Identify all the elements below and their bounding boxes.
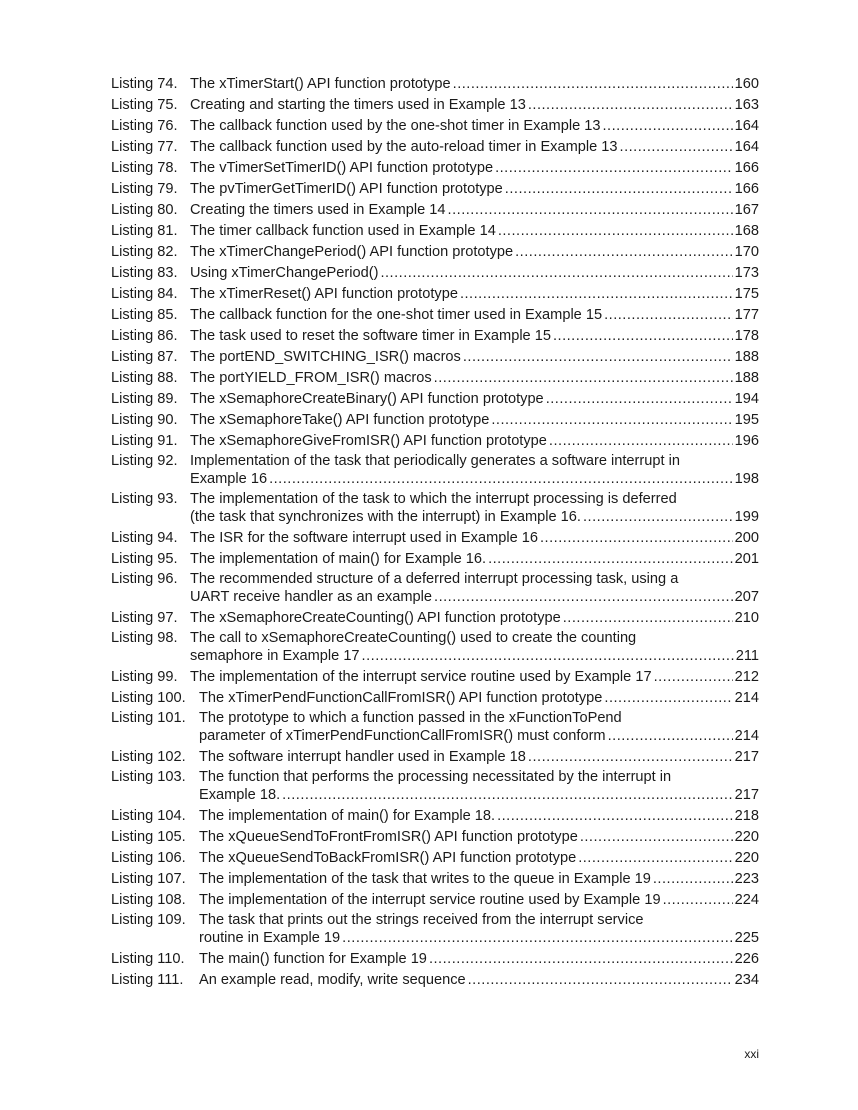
listing-page-number[interactable]: 170 xyxy=(734,244,759,260)
listing-entry[interactable] xyxy=(111,710,759,745)
listing-entry[interactable] xyxy=(111,180,759,198)
listing-label: Listing 89. xyxy=(111,391,178,407)
dot-leader xyxy=(620,138,733,156)
dot-leader xyxy=(515,243,733,261)
listing-label: Listing 91. xyxy=(111,433,178,449)
listing-title-line: The implementation of the task that writes to the queue in Example 19 xyxy=(199,871,651,887)
listing-title-line: The xTimerChangePeriod() API function prototype xyxy=(190,244,514,260)
listing-page-number[interactable]: 175 xyxy=(734,286,759,302)
listing-entry[interactable] xyxy=(111,630,759,665)
listing-title-line: The call to xSemaphoreCreateCounting() used to create the counting xyxy=(190,630,637,646)
dot-leader xyxy=(608,728,733,746)
listing-title-line: The implementation of main() for Example 18. xyxy=(199,808,496,824)
dot-leader xyxy=(654,668,733,686)
listing-title-line: The implementation of the task to which the interrupt processing is deferred xyxy=(190,491,677,507)
dot-leader xyxy=(602,117,732,135)
listing-title-line: The main() function for Example 19 xyxy=(199,951,427,967)
listing-page-number[interactable]: 196 xyxy=(734,433,759,449)
listing-title-line: The xSemaphoreCreateCounting() API function prototype xyxy=(190,610,561,626)
listing-title-line: The recommended structure of a deferred interrupt processing task, using a xyxy=(190,571,679,587)
listing-label: Listing 99. xyxy=(111,669,178,685)
listing-label: Listing 110. xyxy=(111,951,185,967)
listing-label: Listing 85. xyxy=(111,307,178,323)
listing-page-number[interactable]: 188 xyxy=(734,349,759,365)
listing-page-number[interactable]: 220 xyxy=(734,829,759,845)
listing-label: Listing 96. xyxy=(111,571,178,587)
listing-entry[interactable] xyxy=(111,75,759,93)
listing-label: Listing 111. xyxy=(111,972,184,988)
listing-title-line: The implementation of the interrupt service routine used by Example 17 xyxy=(190,669,652,685)
listing-label: Listing 81. xyxy=(111,223,178,239)
listing-label: Listing 104. xyxy=(111,808,186,824)
listing-entry[interactable] xyxy=(111,432,759,450)
listing-page-number[interactable]: 199 xyxy=(734,508,759,525)
listing-page-number[interactable]: 214 xyxy=(734,690,759,706)
listing-page-number[interactable]: 198 xyxy=(734,470,759,487)
listing-title-line: The task that prints out the strings received from the interrupt service xyxy=(199,912,644,928)
listing-entry[interactable] xyxy=(111,849,759,867)
listing-page-number[interactable]: 164 xyxy=(734,139,759,155)
listing-entry[interactable] xyxy=(111,306,759,324)
listing-page-number[interactable]: 178 xyxy=(734,328,759,344)
listing-page-number[interactable]: 225 xyxy=(734,929,759,946)
listing-label: Listing 77. xyxy=(111,139,178,155)
listing-title-line: The callback function used by the one-shot timer in Example 13 xyxy=(190,118,601,134)
listing-page-number[interactable]: 217 xyxy=(734,749,759,765)
listing-page-number[interactable]: 207 xyxy=(734,588,759,605)
listing-title-line: The xQueueSendToFrontFromISR() API function prototype xyxy=(199,829,578,845)
listing-entry[interactable] xyxy=(111,491,759,526)
listing-title-line: Example 16 xyxy=(190,470,268,487)
listing-page-number[interactable]: 210 xyxy=(734,610,759,626)
listing-entry[interactable] xyxy=(111,285,759,303)
listing-title-line: The callback function used by the auto-reload timer in Example 13 xyxy=(190,139,618,155)
listing-label: Listing 100. xyxy=(111,690,186,706)
listing-label: Listing 79. xyxy=(111,181,178,197)
listing-label: Listing 76. xyxy=(111,118,178,134)
listing-label: Listing 107. xyxy=(111,871,186,887)
listing-title-line: The timer callback function used in Example 14 xyxy=(190,223,496,239)
listing-entry[interactable] xyxy=(111,609,759,627)
listing-label: Listing 101. xyxy=(111,710,186,726)
listing-title-line: The xSemaphoreCreateBinary() API function prototype xyxy=(190,391,544,407)
listing-title-line: The portYIELD_FROM_ISR() macros xyxy=(190,370,432,386)
dot-leader xyxy=(269,471,733,489)
listing-title-line: The xQueueSendToBackFromISR() API function prototype xyxy=(199,850,577,866)
listing-label: Listing 102. xyxy=(111,749,186,765)
listing-entry[interactable] xyxy=(111,912,759,947)
listing-entry[interactable] xyxy=(111,348,759,366)
listing-page-number[interactable]: 166 xyxy=(734,181,759,197)
listing-entry[interactable] xyxy=(111,390,759,408)
listing-page-number[interactable]: 163 xyxy=(734,97,759,113)
dot-leader xyxy=(448,201,733,219)
listing-label: Listing 75. xyxy=(111,97,178,113)
listing-page-number[interactable]: 200 xyxy=(734,530,759,546)
listing-page-number[interactable]: 164 xyxy=(734,118,759,134)
listing-label: Listing 92. xyxy=(111,453,178,469)
listing-label: Listing 93. xyxy=(111,491,178,507)
listing-entry[interactable] xyxy=(111,891,759,909)
dot-leader xyxy=(463,348,733,366)
dot-leader xyxy=(434,589,733,607)
dot-leader xyxy=(453,75,733,93)
listing-page-number[interactable]: 173 xyxy=(734,265,759,281)
listing-page-number[interactable]: 214 xyxy=(734,727,759,744)
listing-title-line: Example 18. xyxy=(199,786,281,803)
listing-title-line: The prototype to which a function passed in the xFunctionToPend xyxy=(199,710,622,726)
listing-entry[interactable] xyxy=(111,453,759,488)
listing-page-number[interactable]: 211 xyxy=(735,647,759,664)
listing-label: Listing 78. xyxy=(111,160,178,176)
listing-title-line: UART receive handler as an example xyxy=(190,588,433,605)
listing-entry[interactable] xyxy=(111,807,759,825)
listing-title-line: routine in Example 19 xyxy=(199,929,341,946)
listing-label: Listing 88. xyxy=(111,370,178,386)
listing-page-number[interactable]: 177 xyxy=(734,307,759,323)
listing-title-line: The software interrupt handler used in Example 18 xyxy=(199,749,526,765)
listing-entry[interactable] xyxy=(111,689,759,707)
listing-title-line: The portEND_SWITCHING_ISR() macros xyxy=(190,349,461,365)
listing-page-number[interactable]: 194 xyxy=(734,391,759,407)
listing-label: Listing 109. xyxy=(111,912,186,928)
listing-page-number[interactable]: 220 xyxy=(734,850,759,866)
listing-title-line: The xTimerPendFunctionCallFromISR() API function prototype xyxy=(199,690,603,706)
listing-entry[interactable] xyxy=(111,411,759,429)
listing-label: Listing 98. xyxy=(111,630,178,646)
dot-leader xyxy=(663,891,733,909)
listing-title-line: The vTimerSetTimerID() API function prototype xyxy=(190,160,494,176)
dot-leader xyxy=(578,849,732,867)
listing-entry[interactable] xyxy=(111,748,759,766)
listing-entry[interactable] xyxy=(111,96,759,114)
listing-entry[interactable] xyxy=(111,117,759,135)
listing-label: Listing 103. xyxy=(111,769,186,785)
listing-title-line: The xSemaphoreTake() API function prototype xyxy=(190,412,490,428)
listing-entry[interactable] xyxy=(111,327,759,345)
listing-page-number[interactable]: 234 xyxy=(734,972,759,988)
dot-leader xyxy=(282,787,733,805)
listing-title-line: The xTimerStart() API function prototype xyxy=(190,76,451,92)
listing-label: Listing 86. xyxy=(111,328,178,344)
listing-title-line: The callback function for the one-shot timer used in Example 15 xyxy=(190,307,603,323)
dot-leader xyxy=(380,264,732,282)
listing-entry[interactable] xyxy=(111,870,759,888)
listing-title-line: The function that performs the processing necessitated by the interrupt in xyxy=(199,769,672,785)
listing-entry[interactable] xyxy=(111,243,759,261)
dot-leader xyxy=(460,285,733,303)
dot-leader xyxy=(342,930,732,948)
listing-label: Listing 94. xyxy=(111,530,178,546)
dot-leader xyxy=(495,159,733,177)
dot-leader xyxy=(429,950,733,968)
listing-page-number[interactable]: 188 xyxy=(734,370,759,386)
listing-entry[interactable] xyxy=(111,668,759,686)
listing-label: Listing 108. xyxy=(111,892,186,908)
page-number: xxi xyxy=(744,1047,759,1061)
listing-title-line: The task used to reset the software timer in Example 15 xyxy=(190,328,551,344)
listing-page-number[interactable]: 223 xyxy=(734,871,759,887)
dot-leader xyxy=(563,609,733,627)
listing-page-number[interactable]: 224 xyxy=(734,892,759,908)
listing-title-line: Using xTimerChangePeriod() xyxy=(190,265,379,281)
dot-leader xyxy=(528,748,733,766)
listing-page-number[interactable]: 168 xyxy=(734,223,759,239)
dot-leader xyxy=(488,550,733,568)
listing-title-line: semaphore in Example 17 xyxy=(190,647,360,664)
listing-entry[interactable] xyxy=(111,264,759,282)
listing-label: Listing 106. xyxy=(111,850,186,866)
listing-page-number[interactable]: 166 xyxy=(734,160,759,176)
listing-entry[interactable] xyxy=(111,769,759,804)
listing-entry[interactable] xyxy=(111,138,759,156)
dot-leader xyxy=(362,648,734,666)
listing-entry[interactable] xyxy=(111,159,759,177)
dot-leader xyxy=(604,689,732,707)
listing-label: Listing 84. xyxy=(111,286,178,302)
listing-entry[interactable] xyxy=(111,550,759,568)
listing-page-number[interactable]: 201 xyxy=(734,551,759,567)
dot-leader xyxy=(498,222,733,240)
listing-title-line: The xTimerReset() API function prototype xyxy=(190,286,458,302)
listing-label: Listing 90. xyxy=(111,412,178,428)
listing-label: Listing 95. xyxy=(111,551,178,567)
listing-title-line: The implementation of main() for Example 16. xyxy=(190,551,487,567)
listing-title-line: The ISR for the software interrupt used in Example 16 xyxy=(190,530,538,546)
listing-label: Listing 97. xyxy=(111,610,178,626)
listing-label: Listing 83. xyxy=(111,265,178,281)
dot-leader xyxy=(505,180,733,198)
dot-leader xyxy=(528,96,733,114)
dot-leader xyxy=(583,509,733,527)
dot-leader xyxy=(540,529,733,547)
listing-page-number[interactable]: 226 xyxy=(734,951,759,967)
dot-leader xyxy=(580,828,733,846)
listing-title-line: The pvTimerGetTimerID() API function prototype xyxy=(190,181,503,197)
listing-entry[interactable] xyxy=(111,571,759,606)
listing-page-number[interactable]: 167 xyxy=(734,202,759,218)
listing-label: Listing 105. xyxy=(111,829,186,845)
dot-leader xyxy=(491,411,732,429)
listing-label: Listing 82. xyxy=(111,244,178,260)
listing-page-number[interactable]: 217 xyxy=(734,786,759,803)
listing-label: Listing 80. xyxy=(111,202,178,218)
listing-entry[interactable] xyxy=(111,222,759,240)
listing-page-number[interactable]: 195 xyxy=(734,412,759,428)
listing-title-line: parameter of xTimerPendFunctionCallFromISR() must conform xyxy=(199,727,606,744)
listing-entry[interactable] xyxy=(111,529,759,547)
listing-page-number[interactable]: 218 xyxy=(734,808,759,824)
dot-leader xyxy=(497,807,733,825)
listing-title-line: An example read, modify, write sequence xyxy=(199,972,466,988)
listing-title-line: The xSemaphoreGiveFromISR() API function prototype xyxy=(190,433,547,449)
listing-label: Listing 87. xyxy=(111,349,178,365)
listing-entry[interactable] xyxy=(111,971,759,989)
listing-title-line: The implementation of the interrupt service routine used by Example 19 xyxy=(199,892,661,908)
listing-title-line: (the task that synchronizes with the interrupt) in Example 16. xyxy=(190,508,581,525)
dot-leader xyxy=(546,390,733,408)
dot-leader xyxy=(549,432,733,450)
listing-page-number[interactable]: 160 xyxy=(734,76,759,92)
listing-page-number[interactable]: 212 xyxy=(734,669,759,685)
dot-leader xyxy=(553,327,733,345)
listing-title-line: Creating the timers used in Example 14 xyxy=(190,202,446,218)
listing-label: Listing 74. xyxy=(111,76,178,92)
listing-title-line: Creating and starting the timers used in Example 13 xyxy=(190,97,526,113)
dot-leader xyxy=(604,306,733,324)
listing-entry[interactable] xyxy=(111,950,759,968)
listing-title-line: Implementation of the task that periodically generates a software interrupt in xyxy=(190,453,680,469)
dot-leader xyxy=(468,971,733,989)
dot-leader xyxy=(434,369,733,387)
listing-entry[interactable] xyxy=(111,201,759,219)
list-of-listings xyxy=(111,75,759,992)
listing-entry[interactable] xyxy=(111,828,759,846)
dot-leader xyxy=(653,870,733,888)
listing-entry[interactable] xyxy=(111,369,759,387)
